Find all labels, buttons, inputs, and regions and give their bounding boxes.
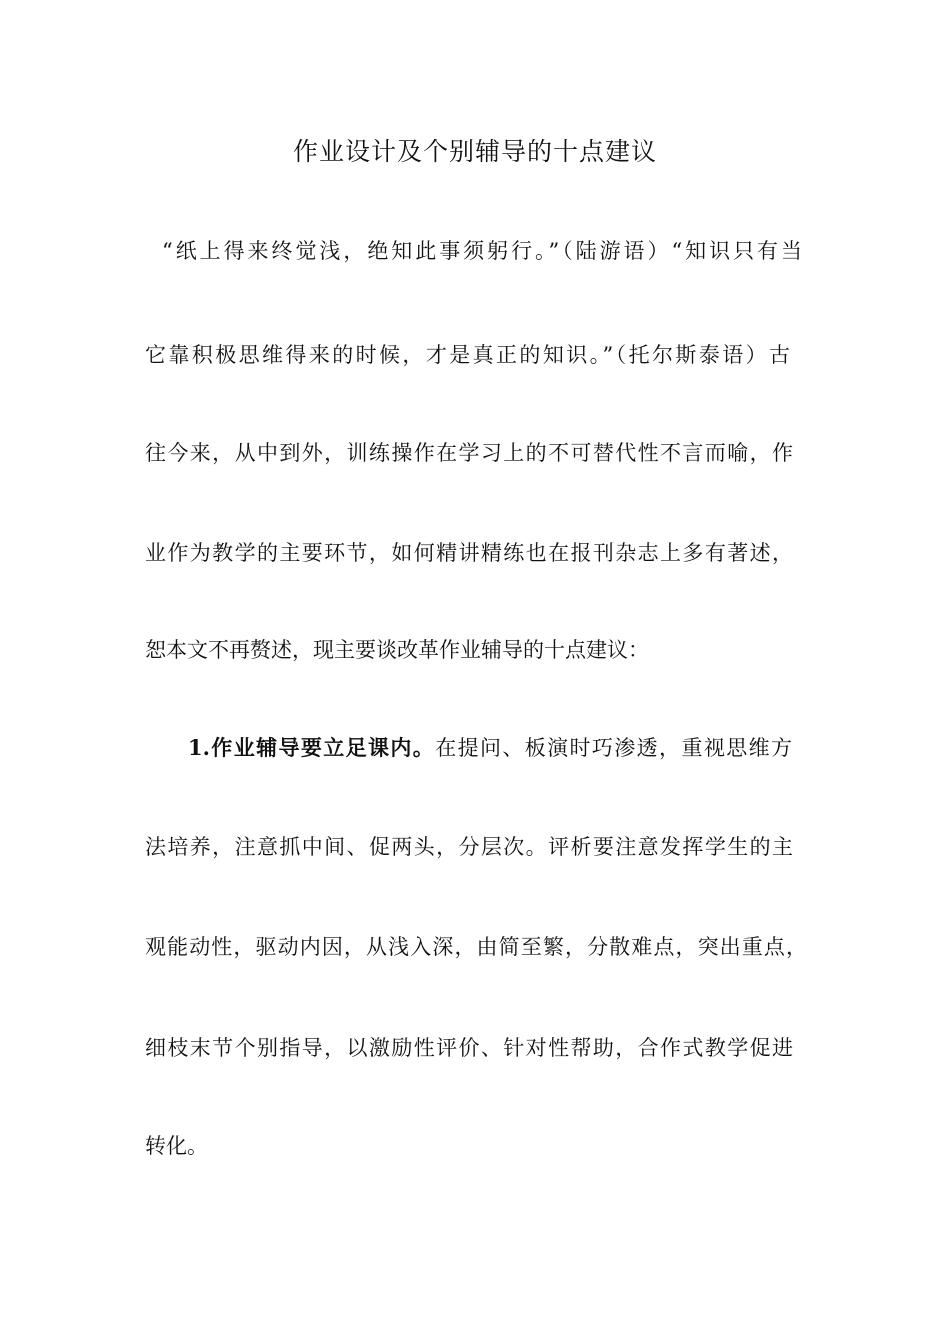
point-1-line-2: 法培养，注意抓中间、促两头，分层次。评析要注意发挥学生的主	[145, 835, 793, 859]
document-title: 作业设计及个别辅导的十点建议	[292, 137, 657, 166]
point-1-first-line-text: 在提问、板演时巧渗透，重视思维方	[435, 736, 792, 760]
intro-line-2: 它靠积极思维得来的时候，才是真正的知识。”（托尔斯泰语）古	[145, 343, 790, 367]
point-1-first-line	[188, 734, 792, 762]
intro-line-1: “纸上得来终觉浅，绝知此事须躬行。”（陆游语）“知识只有当	[162, 239, 802, 263]
point-1-line-3: 观能动性，驱动内因，从浅入深，由简至繁，分散难点，突出重点，	[145, 935, 807, 959]
intro-line-5: 恕本文不再赘述，现主要谈改革作业辅导的十点建议：	[145, 638, 649, 662]
intro-line-4: 业作为教学的主要环节，如何精讲精练也在报刊杂志上多有著述，	[145, 541, 793, 565]
point-1-heading: 1.作业辅导要立足课内。	[188, 735, 436, 760]
point-1-line-5: 转化。	[145, 1134, 208, 1158]
point-1-line-4: 细枝末节个别指导，以激励性评价、针对性帮助，合作式教学促进	[145, 1036, 793, 1060]
intro-line-3: 往今来，从中到外，训练操作在学习上的不可替代性不言而喻，作	[145, 441, 793, 465]
